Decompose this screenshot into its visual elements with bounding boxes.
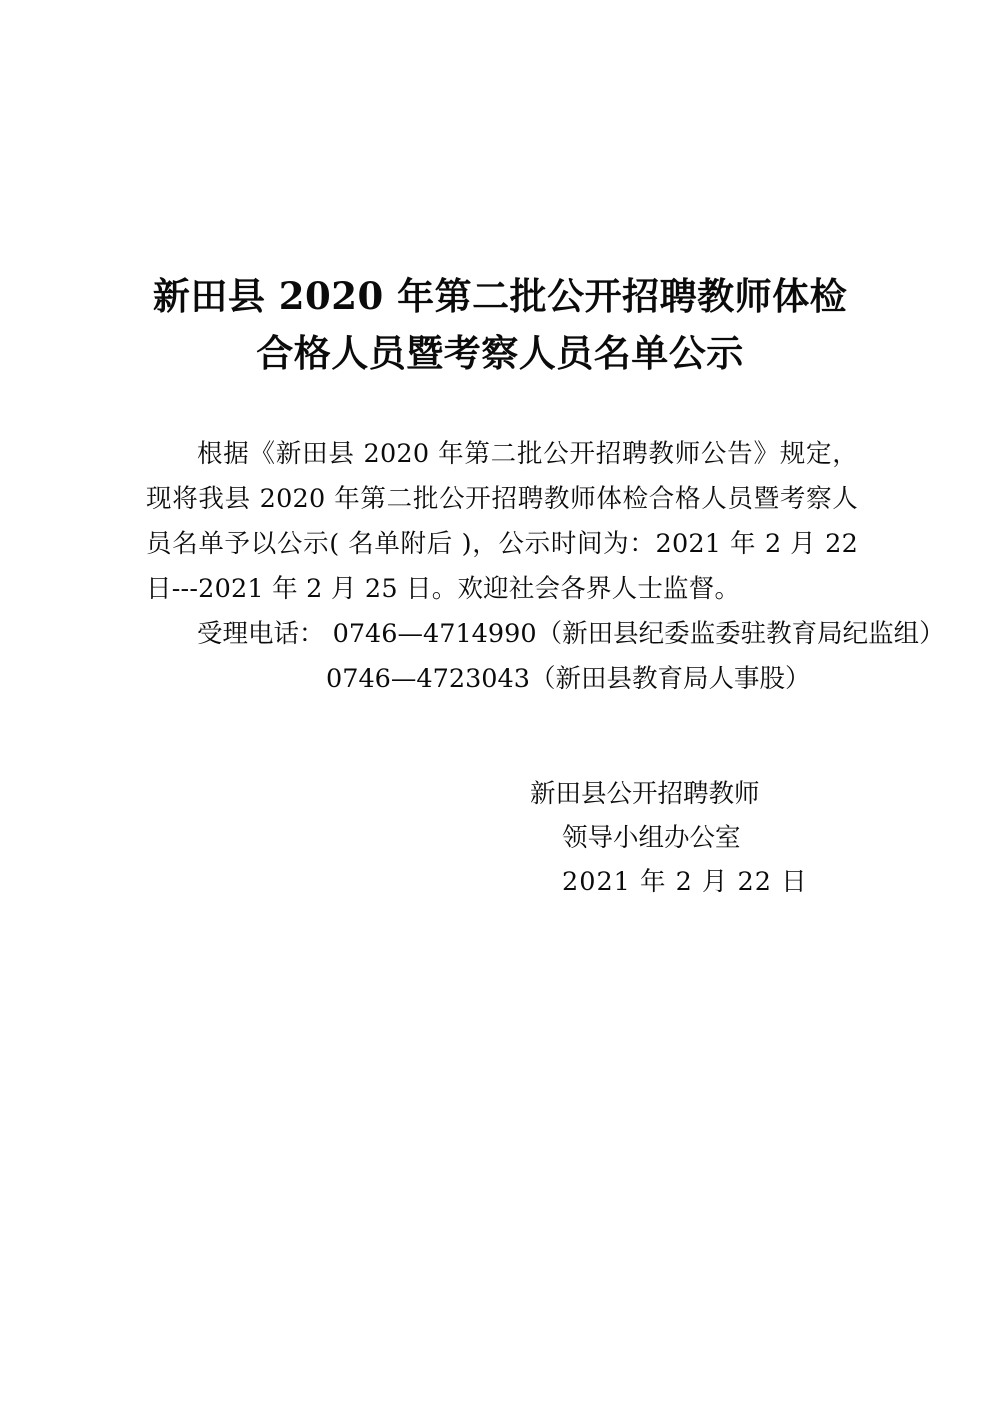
page-title: [120, 268, 880, 382]
signature-block: [0, 772, 1000, 904]
contact-block: [146, 612, 945, 702]
page-title-line-2: 合格人员暨考察人员名单公示: [256, 331, 744, 375]
page-title-line-1: 新田县 2020 年第二批公开招聘教师体检: [152, 274, 848, 318]
paragraph-1: 根据《新田县 2020 年第二批公开招聘教师公告》规定，现将我县 2020 年第二批公开招聘教师体检合格人员暨考察人员名单予以公示( 名单附后 )，公示时间为：2021 年 2 月 22 日---2021 年 2 月 25 日。欢迎社会各界人士监督。: [146, 439, 858, 604]
contact-line-2: 0746—4723043（新田县教育局人事股）: [326, 664, 811, 694]
contact-line-1: 受理电话： 0746—4714990（新田县纪委监委驻教育局纪监组）: [197, 619, 945, 649]
signature-org-line-1: 新田县公开招聘教师: [530, 779, 760, 809]
signature-date: 2021 年 2 月 22 日: [562, 867, 808, 897]
body-text: [146, 432, 858, 612]
signature-org-line-2: 领导小组办公室: [562, 823, 741, 853]
